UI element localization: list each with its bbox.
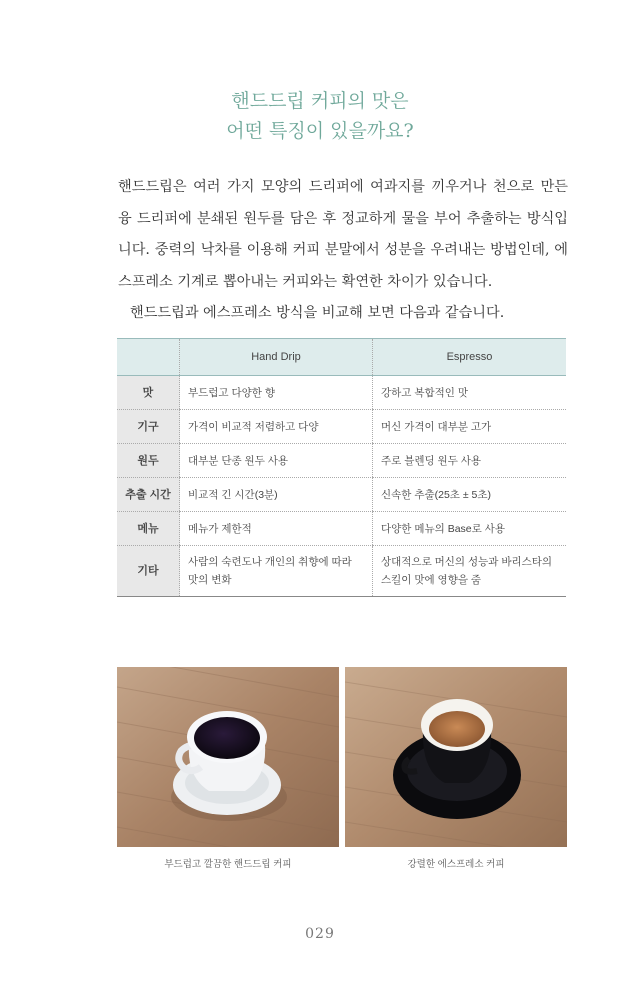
page-title <box>0 86 640 146</box>
table-cell: 강하고 복합적인 맛 <box>373 376 567 410</box>
table-row <box>117 512 566 546</box>
row-header: 기구 <box>117 410 180 444</box>
table-cell: 신속한 추출(25초 ± 5초) <box>373 478 567 512</box>
table-row <box>117 478 566 512</box>
hand-drip-photo-caption: 부드럽고 깔끔한 핸드드립 커피 <box>164 859 292 870</box>
table-cell: 사람의 숙련도나 개인의 취향에 따라 맛의 변화 <box>180 546 373 597</box>
table-header-empty <box>117 339 180 376</box>
table-cell: 머신 가격이 대부분 고가 <box>373 410 567 444</box>
table-cell: 대부분 단종 원두 사용 <box>180 444 373 478</box>
table-cell: 상대적으로 머신의 성능과 바리스타의 스킬이 맛에 영향을 줌 <box>373 546 567 597</box>
page-number: 029 <box>305 926 335 942</box>
table-row <box>117 546 566 597</box>
table-cell: 메뉴가 제한적 <box>180 512 373 546</box>
title-line-2: 어떤 특징이 있을까요? <box>226 120 414 142</box>
row-header: 메뉴 <box>117 512 180 546</box>
table-header-espresso: Espresso <box>373 339 567 376</box>
table-cell: 주로 블렌딩 원두 사용 <box>373 444 567 478</box>
hand-drip-coffee-photo <box>117 667 339 847</box>
title-line-1: 핸드드립 커피의 맛은 <box>231 90 409 112</box>
espresso-photo-caption: 강렬한 에스프레소 커피 <box>407 859 505 870</box>
espresso-coffee-photo <box>345 667 567 847</box>
table-row <box>117 410 566 444</box>
table-cell: 비교적 긴 시간(3분) <box>180 478 373 512</box>
table-cell: 부드럽고 다양한 향 <box>180 376 373 410</box>
table-row <box>117 444 566 478</box>
table-header-row <box>117 339 566 376</box>
table-row <box>117 376 566 410</box>
table-header-hand-drip: Hand Drip <box>180 339 373 376</box>
paragraph-1: 핸드드립은 여러 가지 모양의 드리퍼에 여과지를 끼우거나 천으로 만든 융 드리퍼에 분쇄된 원두를 담은 후 정교하게 물을 부어 추출하는 방식입니다. 중력의 낙차를 이용해 커피 분말에서 성분을 우려내는 방법인데, 에스프레소 기계로 뽑아내는 커피와는 확연한 차이가 있습니다. <box>118 179 568 290</box>
body-text <box>118 172 568 330</box>
comparison-table <box>117 338 566 597</box>
table-cell: 다양한 메뉴의 Base로 사용 <box>373 512 567 546</box>
paragraph-2: 핸드드립과 에스프레소 방식을 비교해 보면 다음과 같습니다. <box>130 305 505 321</box>
row-header: 원두 <box>117 444 180 478</box>
row-header: 기타 <box>117 546 180 597</box>
row-header: 추출 시간 <box>117 478 180 512</box>
row-header: 맛 <box>117 376 180 410</box>
table-cell: 가격이 비교적 저렴하고 다양 <box>180 410 373 444</box>
